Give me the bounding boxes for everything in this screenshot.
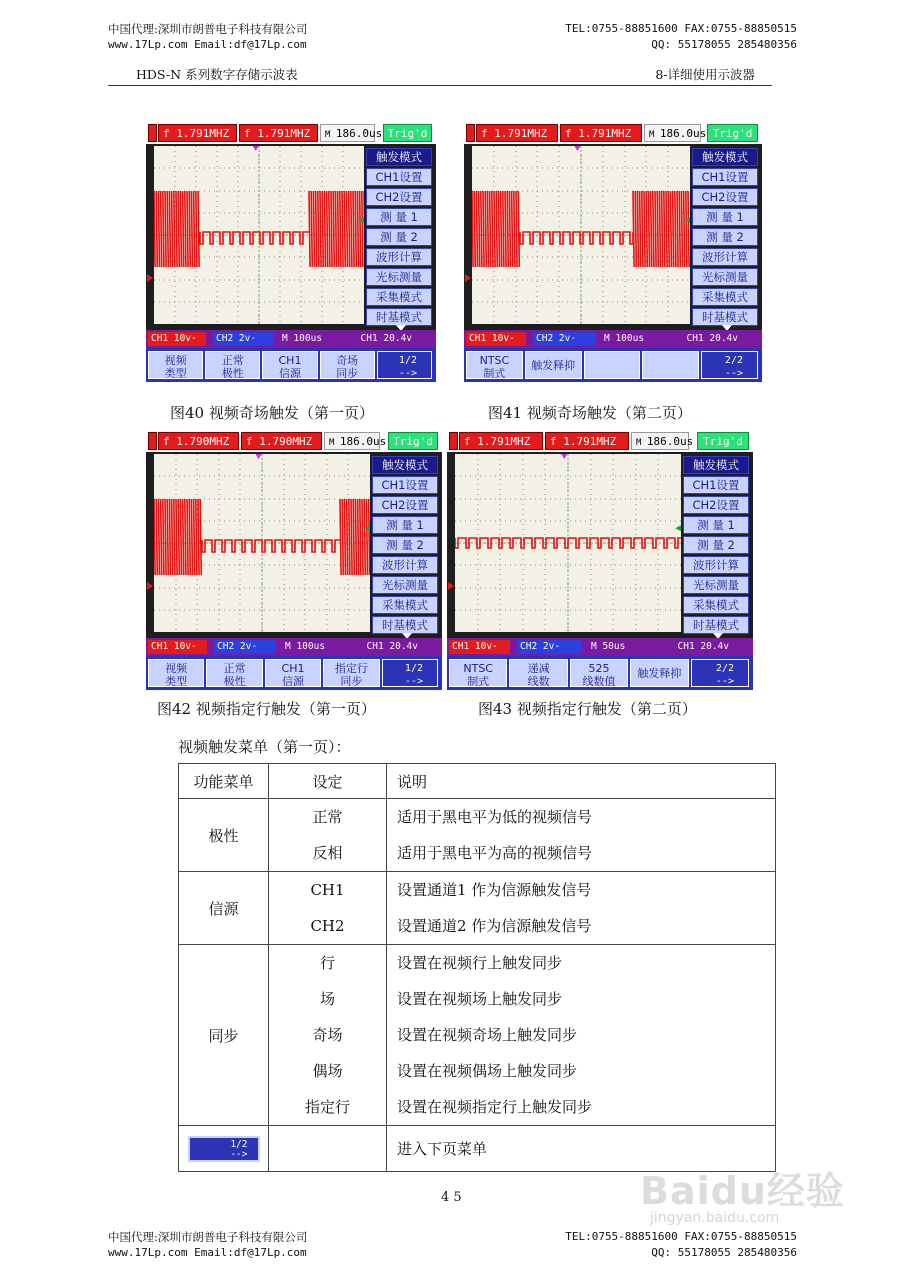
doc-title: HDS-N 系列数字存储示波表: [136, 67, 298, 82]
figure-caption: 图43 视频指定行触发（第二页）: [478, 700, 697, 718]
softkey-bar: [146, 348, 436, 382]
scope-status-bar: [464, 330, 762, 348]
scope-top-bar: [146, 122, 436, 144]
ch2-frequency-readout: f 1.791MHZ: [545, 432, 629, 450]
menu-item[interactable]: 波形计算: [366, 248, 432, 266]
softkey-button[interactable]: [377, 351, 432, 379]
group-source: 信源: [179, 872, 269, 945]
menu-item[interactable]: 采集模式: [366, 288, 432, 306]
timebase-m-label: M: [636, 438, 647, 448]
header-rule: [108, 85, 772, 86]
menu-item[interactable]: 光标测量: [683, 576, 749, 594]
next-page-softkey-page: 1/2: [230, 1138, 248, 1150]
header-qq: QQ: 55178055 285480356: [651, 38, 797, 51]
setting-description: 设置在视频指定行上触发同步: [397, 1098, 593, 1116]
battery-icon: [449, 432, 458, 450]
battery-icon: [466, 124, 475, 142]
timebase-readout: M 100us: [604, 333, 645, 344]
menu-item[interactable]: 测 量 2: [692, 228, 758, 246]
figure-caption: 图41 视频奇场触发（第二页）: [488, 404, 692, 422]
figure-caption: 图40 视频奇场触发（第一页）: [170, 404, 374, 422]
ch1-scale-readout: CH1 10v-: [148, 332, 206, 346]
timebase-readout: M 50us: [591, 641, 626, 652]
baidu-watermark: Baidu经验: [640, 1169, 845, 1213]
softkey-value: CH1: [278, 354, 302, 367]
top-timebase-readout: [644, 124, 707, 142]
softkey-value: 525: [588, 662, 610, 675]
trigger-level-readout: CH1 20.4v: [686, 333, 738, 344]
timebase-readout: M 100us: [285, 641, 326, 652]
ch2-scale-readout: CH2 2v-: [533, 332, 596, 346]
softkey-button[interactable]: [570, 659, 628, 687]
timebase-value: 186.0us: [659, 127, 707, 140]
ch2-frequency-readout: f 1.791MHZ: [560, 124, 642, 142]
settings-cell: [269, 872, 387, 945]
col-header-setting: 设定: [269, 764, 387, 799]
setting-value: CH1: [310, 881, 345, 899]
softkey-value: NTSC: [463, 662, 493, 675]
oscilloscope-screenshot: [464, 122, 762, 382]
ch1-ground-marker-icon: [147, 582, 153, 590]
timebase-m-label: M: [325, 130, 336, 140]
setting-description: 设置在视频奇场上触发同步: [397, 1026, 578, 1044]
timebase-readout: M 100us: [282, 333, 323, 344]
softkey-bar: [447, 656, 753, 690]
figure-caption: 图42 视频指定行触发（第一页）: [157, 700, 376, 718]
softkey-button[interactable]: [630, 659, 688, 687]
setting-value: 正常: [312, 808, 343, 826]
header-company: 中国代理:深圳市朗普电子科技有限公司: [108, 22, 308, 36]
trigger-status-badge: Trig'd: [707, 124, 758, 142]
softkey-value: 1/2: [404, 663, 423, 674]
softkey-value: 视频: [165, 662, 188, 675]
scope-status-bar: [447, 638, 753, 656]
setting-value: 奇场: [312, 1026, 343, 1044]
footer-tel-fax: TEL:0755-88851600 FAX:0755-88850515: [565, 1230, 797, 1243]
menu-item[interactable]: 时基模式: [366, 308, 432, 326]
menu-item[interactable]: 触发模式: [372, 456, 438, 474]
menu-item[interactable]: CH2设置: [366, 188, 432, 206]
softkey-label: 线数值: [582, 675, 616, 687]
header-web-email: www.17Lp.com Email:df@17Lp.com: [108, 38, 307, 51]
trigger-level-readout: CH1 20.4v: [366, 641, 418, 652]
col-header-function: 功能菜单: [179, 764, 269, 799]
timebase-value: 186.0us: [339, 435, 387, 448]
setting-description: 适用于黑电平为低的视频信号: [397, 808, 593, 826]
softkey-bar: [464, 348, 762, 382]
softkey-value: NTSC: [479, 354, 510, 367]
next-page-softkey: [188, 1136, 260, 1162]
softkey-button[interactable]: [584, 351, 641, 379]
softkey-label: 类型: [164, 367, 187, 379]
next-page-button-cell: [179, 1126, 269, 1172]
ch2-frequency-readout: f 1.791MHZ: [239, 124, 318, 142]
setting-description: 设置在视频偶场上触发同步: [397, 1062, 578, 1080]
softkey-button[interactable]: [148, 351, 203, 379]
softkey-label: 极性: [223, 675, 246, 687]
scope-top-bar: [447, 430, 753, 452]
setting-value: 行: [319, 954, 335, 972]
softkey-value: 触发释抑: [637, 667, 682, 680]
menu-item[interactable]: 波形计算: [692, 248, 758, 266]
menu-item[interactable]: 采集模式: [692, 288, 758, 306]
setting-description: 进入下页菜单: [387, 1126, 776, 1172]
softkey-value: 递减: [527, 662, 550, 675]
softkey-value: 正常: [223, 662, 246, 675]
softkey-label: -->: [398, 368, 417, 379]
softkey-button[interactable]: [701, 351, 758, 379]
softkey-button[interactable]: [205, 351, 260, 379]
softkey-label: 同步: [336, 367, 359, 379]
ch2-scale-readout: CH2 2v-: [214, 640, 276, 654]
battery-icon: [148, 124, 157, 142]
menu-item[interactable]: 测 量 2: [366, 228, 432, 246]
menu-item[interactable]: 光标测量: [366, 268, 432, 286]
ch1-ground-marker-icon: [448, 582, 454, 590]
description-cell: [387, 872, 776, 945]
waveform-grid: [154, 146, 364, 324]
top-timebase-readout: [320, 124, 383, 142]
menu-item[interactable]: CH1设置: [366, 168, 432, 186]
menu-item[interactable]: 测 量 1: [692, 208, 758, 226]
group-polarity: 极性: [179, 799, 269, 872]
softkey-value: 正常: [221, 354, 244, 367]
ch2-scale-readout: CH2 2v-: [213, 332, 274, 346]
waveform-display: [472, 146, 690, 324]
softkey-bar: [146, 656, 442, 690]
menu-item[interactable]: 触发模式: [692, 148, 758, 166]
scope-status-bar: [146, 638, 442, 656]
function-menu: [692, 148, 758, 328]
settings-cell: [269, 945, 387, 1126]
softkey-value: CH1: [281, 662, 305, 675]
softkey-label: 类型: [165, 675, 188, 687]
menu-item[interactable]: 采集模式: [683, 596, 749, 614]
setting-value: 指定行: [304, 1098, 350, 1116]
menu-item[interactable]: CH2设置: [683, 496, 749, 514]
oscilloscope-screenshot: [146, 122, 436, 382]
timebase-m-label: M: [649, 130, 660, 140]
ch2-frequency-readout: f 1.790MHZ: [241, 432, 322, 450]
softkey-label: 信源: [278, 367, 301, 379]
menu-item[interactable]: 时基模式: [692, 308, 758, 326]
setting-value: 反相: [312, 844, 343, 862]
menu-item[interactable]: 采集模式: [372, 596, 438, 614]
setting-value: 偶场: [312, 1062, 343, 1080]
setting-description: 设置在视频场上触发同步: [397, 990, 563, 1008]
menu-item[interactable]: 触发模式: [683, 456, 749, 474]
setting-description: 设置通道1 作为信源触发信号: [397, 881, 592, 899]
ch1-ground-marker-icon: [147, 274, 153, 282]
description-cell: [387, 799, 776, 872]
setting-value: CH2: [310, 917, 345, 935]
function-menu: [366, 148, 432, 328]
waveform-display: [154, 454, 370, 632]
next-page-softkey-arrow: -->: [230, 1148, 248, 1160]
softkey-label: 制式: [467, 675, 490, 687]
menu-item[interactable]: 测 量 2: [372, 536, 438, 554]
menu-item[interactable]: 测 量 1: [372, 516, 438, 534]
col-header-description: 说明: [387, 764, 776, 799]
trigger-status-badge: Trig'd: [388, 432, 438, 450]
scope-top-bar: [464, 122, 762, 144]
softkey-button[interactable]: [449, 659, 507, 687]
empty-cell: [269, 1126, 387, 1172]
oscilloscope-screenshot: [447, 430, 753, 690]
menu-item[interactable]: CH1设置: [683, 476, 749, 494]
battery-icon: [148, 432, 157, 450]
softkey-value: 2/2: [715, 663, 734, 674]
trigger-level-readout: CH1 20.4v: [360, 333, 412, 344]
waveform-grid: [154, 454, 370, 632]
trigger-status-badge: Trig'd: [383, 124, 432, 142]
softkey-button[interactable]: [148, 659, 204, 687]
softkey-value: 2/2: [724, 355, 743, 366]
menu-item[interactable]: 光标测量: [372, 576, 438, 594]
footer-qq: QQ: 55178055 285480356: [651, 1246, 797, 1259]
waveform-grid: [455, 454, 681, 632]
timebase-m-label: M: [329, 438, 340, 448]
ch1-frequency-readout: f 1.791MHZ: [476, 124, 558, 142]
setting-description: 设置在视频行上触发同步: [397, 954, 563, 972]
header-tel-fax: TEL:0755-88851600 FAX:0755-88850515: [565, 22, 797, 35]
softkey-button[interactable]: [509, 659, 567, 687]
softkey-value: 奇场: [336, 354, 359, 367]
menu-item[interactable]: CH1设置: [692, 168, 758, 186]
baidu-watermark-site: jingyan.baidu.com: [650, 1210, 780, 1226]
menu-item[interactable]: 波形计算: [372, 556, 438, 574]
ch1-scale-readout: CH1 10v-: [466, 332, 526, 346]
ch2-scale-readout: CH2 2v-: [517, 640, 581, 654]
footer-web-email: www.17Lp.com Email:df@17Lp.com: [108, 1246, 307, 1259]
table-title: 视频触发菜单（第一页）：: [178, 738, 351, 756]
menu-item[interactable]: 触发模式: [366, 148, 432, 166]
menu-item[interactable]: 测 量 1: [366, 208, 432, 226]
trigger-level-readout: CH1 20.4v: [677, 641, 729, 652]
softkey-label: 极性: [221, 367, 244, 379]
softkey-label: -->: [724, 368, 743, 379]
softkey-value: 1/2: [398, 355, 417, 366]
timebase-value: 186.0us: [335, 127, 383, 140]
menu-item[interactable]: 时基模式: [683, 616, 749, 634]
softkey-button[interactable]: [265, 659, 321, 687]
video-trigger-menu-table: [178, 763, 776, 1172]
waveform-display: [154, 146, 364, 324]
softkey-button[interactable]: [691, 659, 749, 687]
ch1-scale-readout: CH1 10v-: [449, 640, 510, 654]
ch1-scale-readout: CH1 10v-: [148, 640, 207, 654]
scope-top-bar: [146, 430, 442, 452]
menu-item[interactable]: CH2设置: [692, 188, 758, 206]
softkey-value: 视频: [164, 354, 187, 367]
function-menu: [683, 456, 749, 636]
setting-description: 设置通道2 作为信源触发信号: [397, 917, 592, 935]
page-number: 4 5: [441, 1190, 462, 1205]
softkey-button[interactable]: [642, 351, 699, 379]
softkey-button[interactable]: [206, 659, 262, 687]
menu-item[interactable]: 测 量 1: [683, 516, 749, 534]
softkey-label: -->: [404, 676, 423, 687]
group-sync: 同步: [179, 945, 269, 1126]
scope-status-bar: [146, 330, 436, 348]
setting-value: 场: [319, 990, 335, 1008]
top-timebase-readout: [631, 432, 694, 450]
softkey-button[interactable]: [262, 351, 317, 379]
menu-item[interactable]: 测 量 2: [683, 536, 749, 554]
settings-cell: [269, 799, 387, 872]
menu-item[interactable]: 时基模式: [372, 616, 438, 634]
ch1-frequency-readout: f 1.790MHZ: [158, 432, 239, 450]
softkey-label: 线数: [527, 675, 550, 687]
menu-item[interactable]: CH2设置: [372, 496, 438, 514]
function-menu: [372, 456, 438, 636]
softkey-button[interactable]: [320, 351, 375, 379]
softkey-button[interactable]: [382, 659, 438, 687]
top-timebase-readout: [324, 432, 387, 450]
description-cell: [387, 945, 776, 1126]
oscilloscope-screenshot: [146, 430, 442, 690]
menu-item[interactable]: 波形计算: [683, 556, 749, 574]
softkey-button[interactable]: [466, 351, 523, 379]
ch1-frequency-readout: f 1.791MHZ: [459, 432, 543, 450]
footer-company: 中国代理:深圳市朗普电子科技有限公司: [108, 1230, 308, 1244]
waveform-display: [455, 454, 681, 632]
softkey-label: 信源: [281, 675, 304, 687]
trigger-status-badge: Trig'd: [697, 432, 749, 450]
waveform-grid: [472, 146, 690, 324]
softkey-value: 触发释抑: [531, 359, 576, 372]
setting-description: 适用于黑电平为高的视频信号: [397, 844, 593, 862]
softkey-button[interactable]: [525, 351, 582, 379]
ch1-ground-marker-icon: [465, 274, 471, 282]
menu-item[interactable]: 光标测量: [692, 268, 758, 286]
softkey-button[interactable]: [323, 659, 379, 687]
softkey-label: -->: [715, 676, 734, 687]
timebase-value: 186.0us: [646, 435, 694, 448]
section-title: 8-详细使用示波器: [655, 67, 755, 82]
ch1-frequency-readout: f 1.791MHZ: [158, 124, 237, 142]
softkey-label: 制式: [483, 367, 506, 379]
softkey-value: 指定行: [334, 662, 368, 675]
menu-item[interactable]: CH1设置: [372, 476, 438, 494]
softkey-label: 同步: [340, 675, 363, 687]
